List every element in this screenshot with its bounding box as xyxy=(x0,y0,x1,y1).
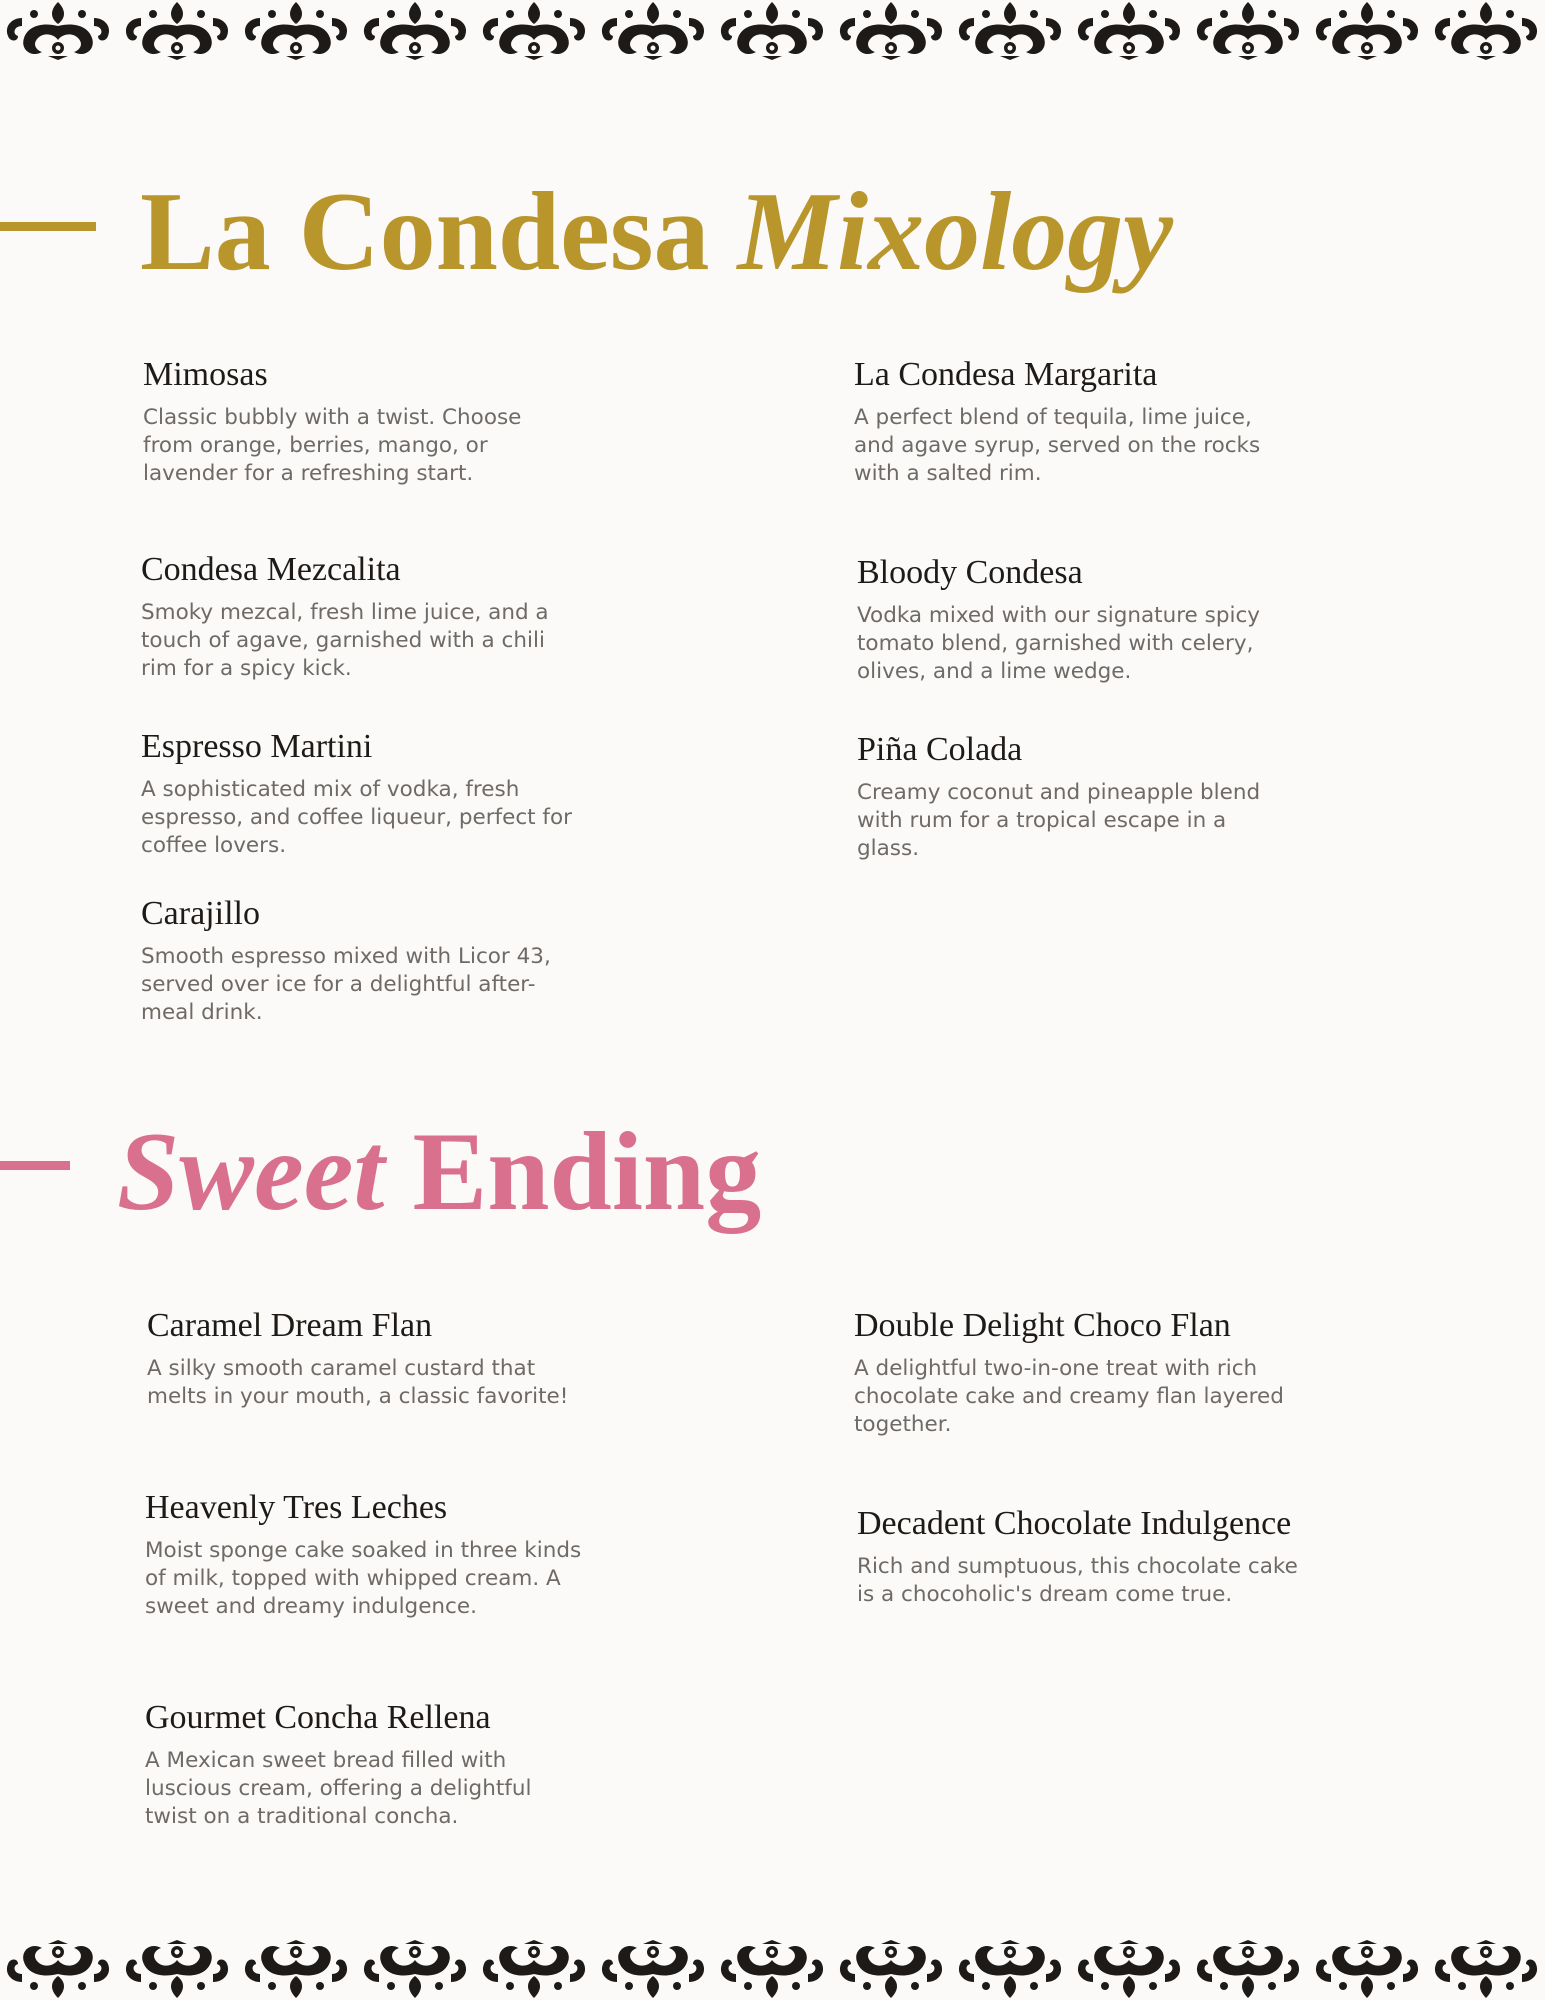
item-name: Piña Colada xyxy=(857,731,1023,768)
damask-ornament-icon xyxy=(1078,2,1180,60)
damask-ornament-icon xyxy=(126,2,228,60)
damask-ornament-icon xyxy=(1078,1940,1180,1998)
damask-ornament-icon xyxy=(1197,2,1299,60)
damask-ornament-icon xyxy=(959,1940,1061,1998)
damask-ornament-icon xyxy=(364,1940,466,1998)
damask-ornament-icon xyxy=(245,1940,347,1998)
item-name: Espresso Martini xyxy=(141,728,373,765)
item-name: Gourmet Concha Rellena xyxy=(145,1699,491,1736)
damask-ornament-icon xyxy=(1435,2,1537,60)
item-description: A perfect blend of tequila, lime juice, and agave syrup, served on the rocks with a salted rim. xyxy=(854,405,1261,486)
damask-ornament-icon xyxy=(364,2,466,60)
item-description: A delightful two-in-one treat with rich chocolate cake and creamy flan layered together. xyxy=(854,1356,1284,1437)
item-name: Heavenly Tres Leches xyxy=(145,1489,448,1526)
bottom-ornament-border xyxy=(0,1940,1545,2000)
damask-ornament-icon xyxy=(1316,1940,1418,1998)
sweet-title-italic: Sweet xyxy=(117,1110,385,1234)
menu-item-carajillo xyxy=(141,893,581,1027)
top-ornament-border xyxy=(0,0,1545,60)
sweet-title xyxy=(117,1110,762,1234)
item-description: Smooth espresso mixed with Licor 43, served over ice for a delightful after-meal drink. xyxy=(141,944,551,1025)
item-name: Condesa Mezcalita xyxy=(141,551,401,588)
damask-ornament-icon xyxy=(1316,2,1418,60)
item-description: Classic bubbly with a twist. Choose from orange, berries, mango, or lavender for a refreshing start. xyxy=(143,405,522,486)
damask-ornament-icon xyxy=(959,2,1061,60)
menu-item-decadent-chocolate-indulgence xyxy=(857,1503,1307,1609)
item-name: Bloody Condesa xyxy=(857,554,1083,591)
menu-item-double-delight-choco-flan xyxy=(854,1305,1304,1439)
mixology-title-italic: Mixology xyxy=(737,170,1173,294)
damask-ornament-icon xyxy=(1197,1940,1299,1998)
item-description: Vodka mixed with our signature spicy tomato blend, garnished with celery, olives, and a lime wedge. xyxy=(857,603,1260,684)
item-name: Caramel Dream Flan xyxy=(147,1307,433,1344)
damask-ornament-icon xyxy=(602,1940,704,1998)
menu-item-caramel-dream-flan xyxy=(147,1305,587,1411)
menu-item-heavenly-tres-leches xyxy=(145,1487,605,1621)
item-description: Creamy coconut and pineapple blend with rum for a tropical escape in a glass. xyxy=(857,780,1261,861)
damask-ornament-icon xyxy=(721,2,823,60)
item-name: Double Delight Choco Flan xyxy=(854,1307,1231,1344)
damask-ornament-icon xyxy=(1435,1940,1537,1998)
item-description: Moist sponge cake soaked in three kinds of milk, topped with whipped cream. A sweet and dreamy indulgence. xyxy=(145,1538,582,1619)
menu-item-mimosas xyxy=(143,354,563,488)
mixology-title-main: La Condesa xyxy=(140,170,710,294)
damask-ornament-icon xyxy=(840,1940,942,1998)
menu-item-la-condesa-margarita xyxy=(854,354,1284,488)
damask-ornament-icon xyxy=(840,2,942,60)
menu-item-condesa-mezcalita xyxy=(141,549,571,683)
item-description: A silky smooth caramel custard that melts in your mouth, a classic favorite! xyxy=(147,1356,569,1409)
damask-ornament-icon xyxy=(245,2,347,60)
damask-ornament-icon xyxy=(126,1940,228,1998)
item-name: La Condesa Margarita xyxy=(854,356,1158,393)
menu-item-gourmet-concha-rellena xyxy=(145,1697,575,1831)
item-name: Mimosas xyxy=(143,356,268,393)
item-name: Carajillo xyxy=(141,895,260,932)
menu-item-bloody-condesa xyxy=(857,552,1287,686)
damask-ornament-icon xyxy=(602,2,704,60)
menu-item-pina-colada xyxy=(857,729,1287,863)
damask-ornament-icon xyxy=(483,1940,585,1998)
item-name: Decadent Chocolate Indulgence xyxy=(857,1505,1292,1542)
item-description: Smoky mezcal, fresh lime juice, and a touch of agave, garnished with a chili rim for a spicy kick. xyxy=(141,600,549,681)
damask-ornament-icon xyxy=(7,1940,109,1998)
item-description: A sophisticated mix of vodka, fresh espresso, and coffee liqueur, perfect for coffee lovers. xyxy=(141,777,572,858)
sweet-accent-bar xyxy=(0,1161,70,1170)
damask-ornament-icon xyxy=(721,1940,823,1998)
sweet-title-main: Ending xyxy=(412,1110,762,1234)
menu-item-espresso-martini xyxy=(141,726,601,860)
damask-ornament-icon xyxy=(7,2,109,60)
mixology-title xyxy=(140,170,1173,294)
mixology-accent-bar xyxy=(0,222,96,231)
item-description: A Mexican sweet bread filled with luscious cream, offering a delightful twist on a traditional concha. xyxy=(145,1748,532,1829)
item-description: Rich and sumptuous, this chocolate cake is a chocoholic's dream come true. xyxy=(857,1554,1298,1607)
damask-ornament-icon xyxy=(483,2,585,60)
